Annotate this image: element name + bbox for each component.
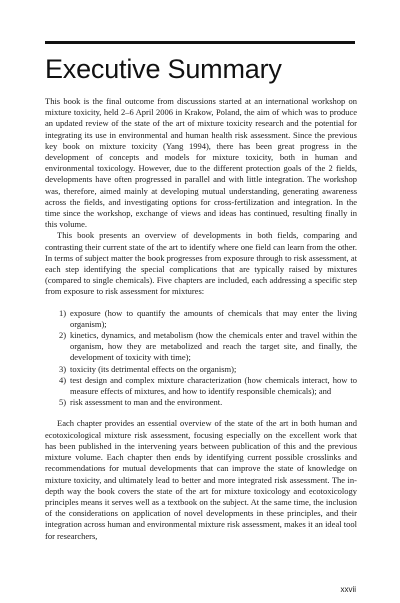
chapter-top-rule (45, 41, 355, 44)
intro-paragraph: This book is the final outcome from discussions started at an international workshop on mixture toxicity, held 2–6 April 2006 in Krakow, Poland, the aim of which was to produce an updated review of the state of the art of mixture toxicity research and the potential for integrating its use in environmental and human health risk assessment. Since the previous key book on mixture toxicity (Yang 1994), there has been great progress in the development of concepts and models for mixture toxicity, both in human and environmental toxicology. However, due to the different protection goals of the 2 fields, developments have often progressed in parallel and with little integration. The workshop was, therefore, aimed mainly at developing mutual understanding, generating awareness across the fields, and investigating options for cross-fertilization and integration. In the time since the workshop, exchange of views and ideas has continued, resulting finally in this volume. (45, 96, 357, 230)
overview-paragraph: This book presents an overview of developments in both fields, comparing and contrasting their current state of the art to identify where one field can learn from the other. In terms of subject matter the book progresses from exposure through to risk assessment, at each step identifying the special complications that are typically raised by mixtures (compared to single chemicals). Five chapters are included, each addressing a specific step from exposure to risk assessment for mixtures: (45, 230, 357, 297)
list-item (59, 397, 357, 408)
body-text (45, 96, 357, 542)
list-item (59, 308, 357, 330)
list-item-text: toxicity (its detrimental effects on the organism); (70, 363, 237, 374)
chapter-title: Executive Summary (45, 54, 282, 84)
list-item-number: 5) (59, 397, 67, 408)
page-number: xxvii (340, 585, 356, 594)
list-item (59, 330, 357, 364)
list-item-number: 1) (59, 307, 67, 318)
list-item-text: risk assessment to man and the environment. (70, 397, 223, 408)
list-item (59, 375, 357, 397)
list-item (59, 364, 357, 375)
list-item-number: 2) (59, 330, 67, 341)
chapter-structure-paragraph: Each chapter provides an essential overview of the state of the art in both human and ecotoxicological mixture risk assessment, focusing especially on the excellent work that has been published in the intervening years between publication of this and the previous mixture volume. Each chapter then ends by identifying current possible crosslinks and recommendations for mutual developments that can improve the state of knowledge on mixture toxicity, and ultimately lead to better and more integrated risk assessment. The in-depth way the book covers the state of the art for mixture toxicology and ecotoxicology principles means it serves well as a textbook on the subject. At the same time, the inclusion of the considerations on application of novel developments in these principles, and their integration across human and environmental mixture risk assessment, makes it an ideal tool for researchers, (45, 418, 357, 541)
list-item-number: 3) (59, 363, 67, 374)
list-item-text: test design and complex mixture characterization (how chemicals interact, how to measure effects of mixtures, and how to identify responsible chemicals); and (70, 374, 357, 397)
list-item-number: 4) (59, 374, 67, 385)
list-item-text: kinetics, dynamics, and metabolism (how the chemicals enter and travel within the organism, how they are metabolized and reach the target site, and finally, the development of toxicity with time); (70, 330, 357, 363)
chapter-steps-list (45, 308, 357, 409)
list-item-text: exposure (how to quantify the amounts of chemicals that may enter the living organism); (70, 307, 357, 329)
